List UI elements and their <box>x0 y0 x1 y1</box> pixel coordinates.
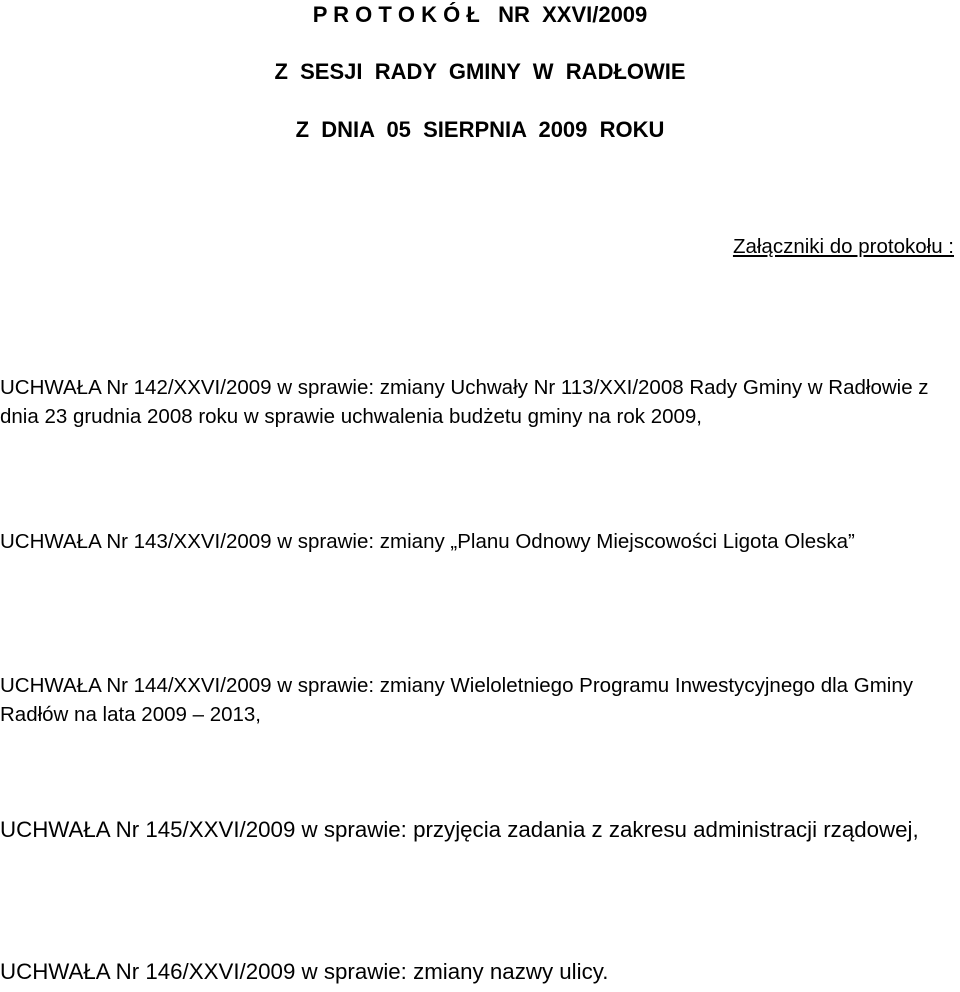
resolution-144: UCHWAŁA Nr 144/XXVI/2009 w sprawie: zmiany Wieloletniego Programu Inwestycyjnego dla Gminy Radłów na lata 2009 – 2013, <box>0 674 914 726</box>
attachments-label: Załączniki do protokołu : <box>732 235 954 258</box>
resolution-142: UCHWAŁA Nr 142/XXVI/2009 w sprawie: zmiany Uchwały Nr 113/XXI/2008 Rady Gminy w Radłowie z dnia 23 grudnia 2008 roku w sprawie uchwalenia budżetu gminy na rok 2009, <box>0 376 929 428</box>
session-title: Z SESJI RADY GMINY W RADŁOWIE <box>274 59 686 84</box>
protocol-title: P R O T O K Ó Ł NR XXVI/2009 <box>312 2 648 27</box>
resolution-143: UCHWAŁA Nr 143/XXVI/2009 w sprawie: zmiany „Planu Odnowy Miejscowości Ligota Oleska” <box>0 530 855 553</box>
resolution-145: UCHWAŁA Nr 145/XXVI/2009 w sprawie: przyjęcia zadania z zakresu administracji rządowej, <box>0 817 919 842</box>
resolution-146: UCHWAŁA Nr 146/XXVI/2009 w sprawie: zmiany nazwy ulicy. <box>0 959 609 984</box>
session-date: Z DNIA 05 SIERPNIA 2009 ROKU <box>295 117 665 142</box>
